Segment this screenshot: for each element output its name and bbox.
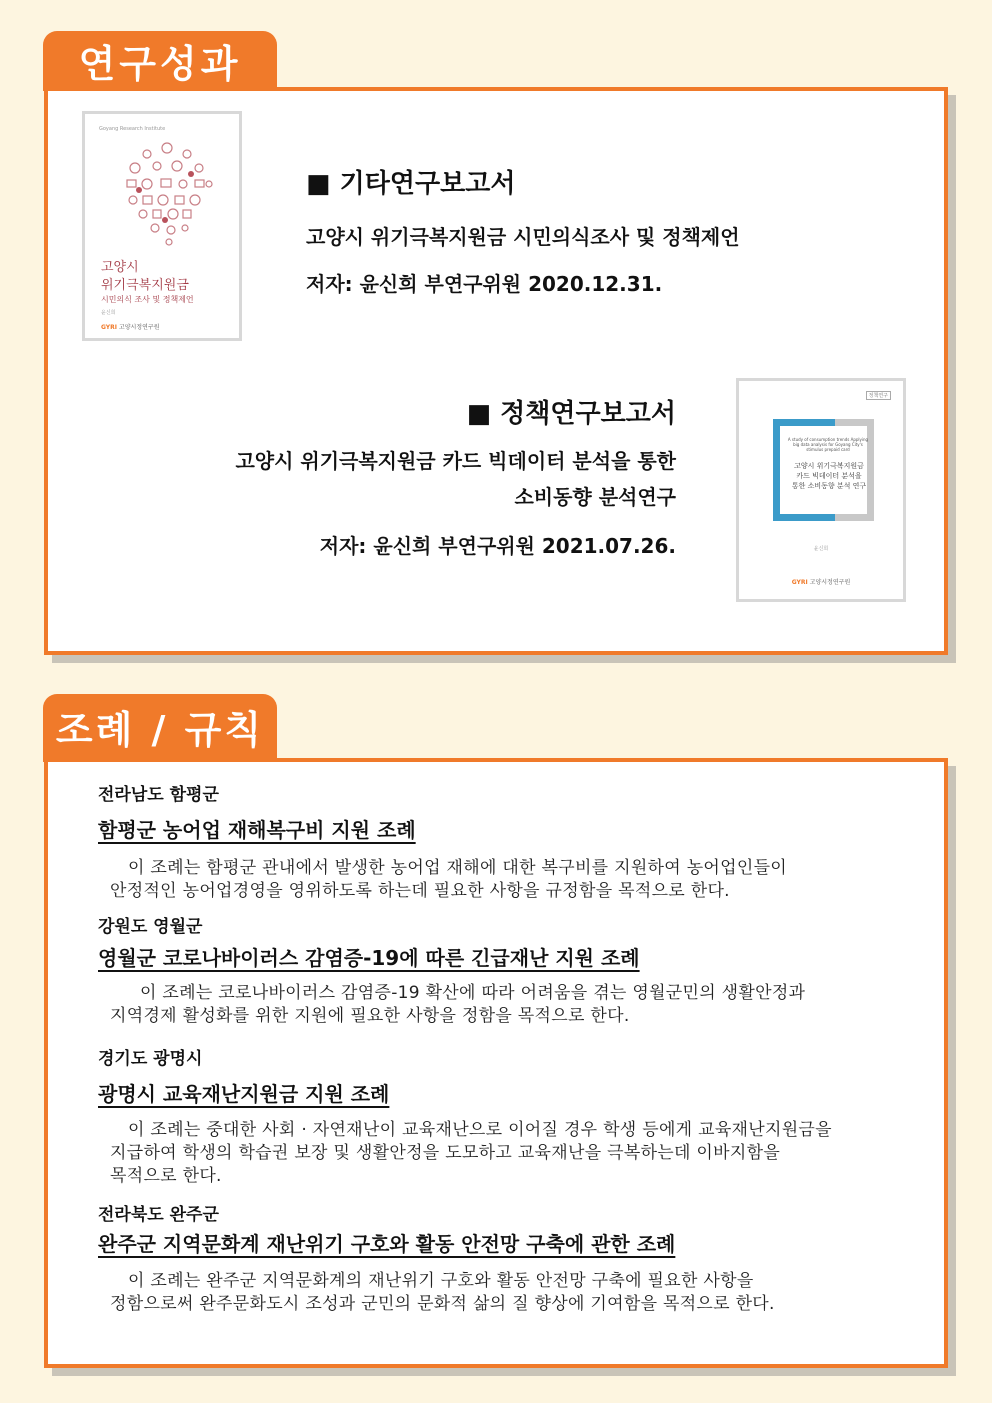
ordinance-4-desc-line1: 이 조례는 완주군 지역문화계의 재난위기 구호와 활동 안전망 구축에 필요한 사항을 [128,1271,754,1291]
cover2-english-title: A study of consumption trends Applying big data analysis for Goyang City's stimulus prepaid card [787,437,869,452]
ordinance-3-title: 광명시 교육재난지원금 지원 조례 [98,1082,390,1106]
cover1-title-line1: 고양시 [101,260,139,275]
research-tab-label: 연구성과 [78,42,242,86]
cover1-author: 윤신희 [101,310,116,316]
ordinance-tab-label: 조례 / 규칙 [55,708,265,752]
ordinance-3-desc-line2: 지급하여 학생의 학습권 보장 및 생활안정을 도모하고 교육재난을 극복하는데 이바지함을 [110,1143,781,1163]
ordinance-1-desc [110,857,930,903]
ordinance-1-title: 함평군 농어업 재해복구비 지원 조례 [98,818,416,842]
ordinance-4-desc [110,1270,930,1316]
ordinance-4-title: 완주군 지역문화계 재난위기 구호와 활동 안전망 구축에 관한 조례 [98,1232,676,1256]
report1-author: 저자: 윤신희 부연구위원 2020.12.31. [306,272,663,296]
cover2-title-line1: 고양시 위기극복지원금 [794,462,864,470]
ordinance-3-desc-line1: 이 조례는 중대한 사회 · 자연재난이 교육재난으로 이어질 경우 학생 등에게 교육재난지원금을 [128,1120,832,1140]
cover1-title-line2: 위기극복지원금 [101,278,189,293]
report2-title-line2: 소비동향 분석연구 [514,485,676,509]
research-panel [44,87,948,655]
ordinance-panel [44,758,948,1368]
ordinance-4-region: 전라북도 완주군 [98,1205,219,1225]
ordinance-2-desc-line2: 지역경제 활성화를 위한 지원에 필요한 사항을 정함을 목적으로 한다. [110,1006,630,1026]
ordinance-3-desc-line3: 목적으로 한다. [110,1166,222,1186]
cover1-publisher [101,322,160,331]
cover2-author: 윤신희 [813,546,829,552]
cover2-tag: 정책연구 [866,391,891,400]
report2-category: ■ 정책연구보고서 [466,399,676,429]
report1-cover [82,111,242,341]
cover2-publisher [739,577,903,586]
ordinance-1-region: 전라남도 함평군 [98,785,219,805]
report1-title: 고양시 위기극복지원금 시민의식조사 및 정책제언 [306,225,740,249]
ordinance-4-desc-line2: 정함으로써 완주문화도시 조성과 군민의 문화적 삶의 질 향상에 기여함을 목적으로 한다. [110,1294,775,1314]
cover1-logo: GYRI [101,324,117,331]
cover2-logo: GYRI [791,579,808,586]
ordinance-2-region: 강원도 영월군 [98,917,203,937]
cover1-header: Goyang Research Institute [99,126,166,132]
ordinance-tab [43,694,277,762]
report1-category: ■ 기타연구보고서 [306,169,516,199]
cover2-publisher-name: 고양시정연구원 [809,579,851,586]
ordinance-3-region: 경기도 광명시 [98,1049,203,1069]
ordinance-1-desc-line2: 안정적인 농어업경영을 영위하도록 하는데 필요한 사항을 규정함을 목적으로 한다. [110,881,730,901]
cover2-title-line2: 카드 빅데이터 분석을 [796,472,862,480]
cover1-publisher-name: 고양시정연구원 [118,324,160,331]
ordinance-2-desc [110,982,930,1028]
cover1-illustration-icon [107,128,227,248]
report2-cover [736,378,906,602]
report2-author: 저자: 윤신희 부연구위원 2021.07.26. [319,534,676,558]
ordinance-2-desc-line1: 이 조례는 코로나바이러스 감염증-19 확산에 따라 어려움을 겪는 영월군민의 생활안정과 [140,983,806,1003]
ordinance-2-title: 영월군 코로나바이러스 감염증-19에 따른 긴급재난 지원 조례 [98,946,640,970]
ordinance-3-desc [110,1119,930,1188]
cover1-subtitle: 시민의식 조사 및 정책제언 [101,295,194,304]
ordinance-1-desc-line1: 이 조례는 함평군 관내에서 발생한 농어업 재해에 대한 복구비를 지원하여 농어업인들이 [128,858,788,878]
cover2-title-line3: 통한 소비동향 분석 연구 [791,482,867,490]
report2-title-line1: 고양시 위기극복지원금 카드 빅데이터 분석을 통한 [235,449,676,473]
research-tab [43,31,277,91]
